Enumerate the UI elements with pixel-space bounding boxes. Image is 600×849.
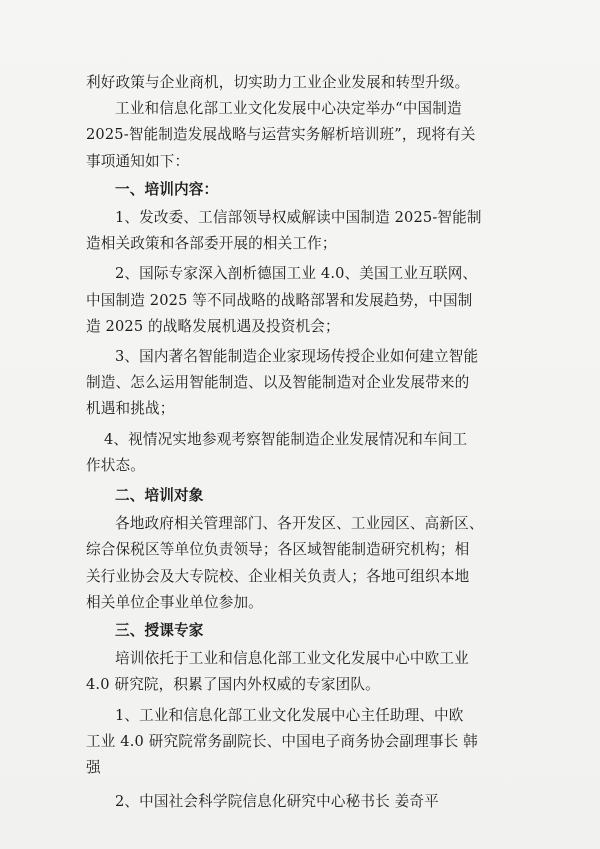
list-item-line: 工业 4.0 研究院常务副院长、中国电子商务协会副理事长 韩 (86, 732, 478, 750)
list-item-line: 3、国内著名智能制造企业家现场传授企业如何建立智能 (115, 348, 479, 366)
list-item-line: 机遇和挑战； (86, 400, 175, 418)
body-line: 工业和信息化部工业文化发展中心决定举办“中国制造 (115, 100, 462, 118)
body-line: 事项通知如下： (86, 152, 190, 170)
body-line: 2025-智能制造发展战略与运营实务解析培训班”，现将有关 (86, 126, 476, 144)
list-item-line: 2、国际专家深入剖析德国工业 4.0、美国工业互联网、 (115, 265, 478, 283)
list-item-line: 造相关政策和各部委开展的相关工作； (86, 235, 337, 253)
list-item-line: 1、发改委、工信部领导权威解读中国制造 2025-智能制 (115, 209, 482, 227)
list-item-line: 强 (86, 759, 101, 777)
body-line: 4.0 研究院，积累了国内外权威的专家团队。 (86, 676, 380, 694)
body-line: 相关单位企事业单位参加。 (86, 593, 263, 611)
list-item-line: 1、工业和信息化部工业文化发展中心主任助理、中欧 (115, 706, 464, 724)
list-item-line: 2、中国社会科学院信息化研究中心秘书长 姜奇平 (115, 793, 439, 811)
list-item-line: 4、视情况实地参观考察智能制造企业发展情况和车间工 (104, 430, 468, 448)
list-item-line: 制造、怎么运用智能制造、以及智能制造对企业发展带来的 (86, 374, 470, 392)
list-item-line: 作状态。 (86, 456, 145, 474)
list-item-line: 中国制造 2025 等不同战略的战略部署和发展趋势，中国制 (86, 291, 473, 309)
body-line: 综合保税区等单位负责领导；各区域智能制造研究机构；相 (86, 541, 470, 559)
body-line: 利好政策与企业商机，切实助力工业企业发展和转型升级。 (86, 74, 470, 91)
section-heading-lecturers: 三、授课专家 (115, 622, 204, 640)
body-line: 培训依托于工业和信息化部工业文化发展中心中欧工业 (115, 650, 469, 668)
list-item-line: 造 2025 的战略发展机遇及投资机会； (86, 317, 340, 335)
body-line: 各地政府相关管理部门、各开发区、工业园区、高新区、 (115, 515, 484, 533)
section-heading-training-content: 一、培训内容： (115, 180, 219, 198)
section-heading-training-audience: 二、培训对象 (115, 487, 204, 505)
body-line: 关行业协会及大专院校、企业相关负责人；各地可组织本地 (86, 567, 470, 585)
